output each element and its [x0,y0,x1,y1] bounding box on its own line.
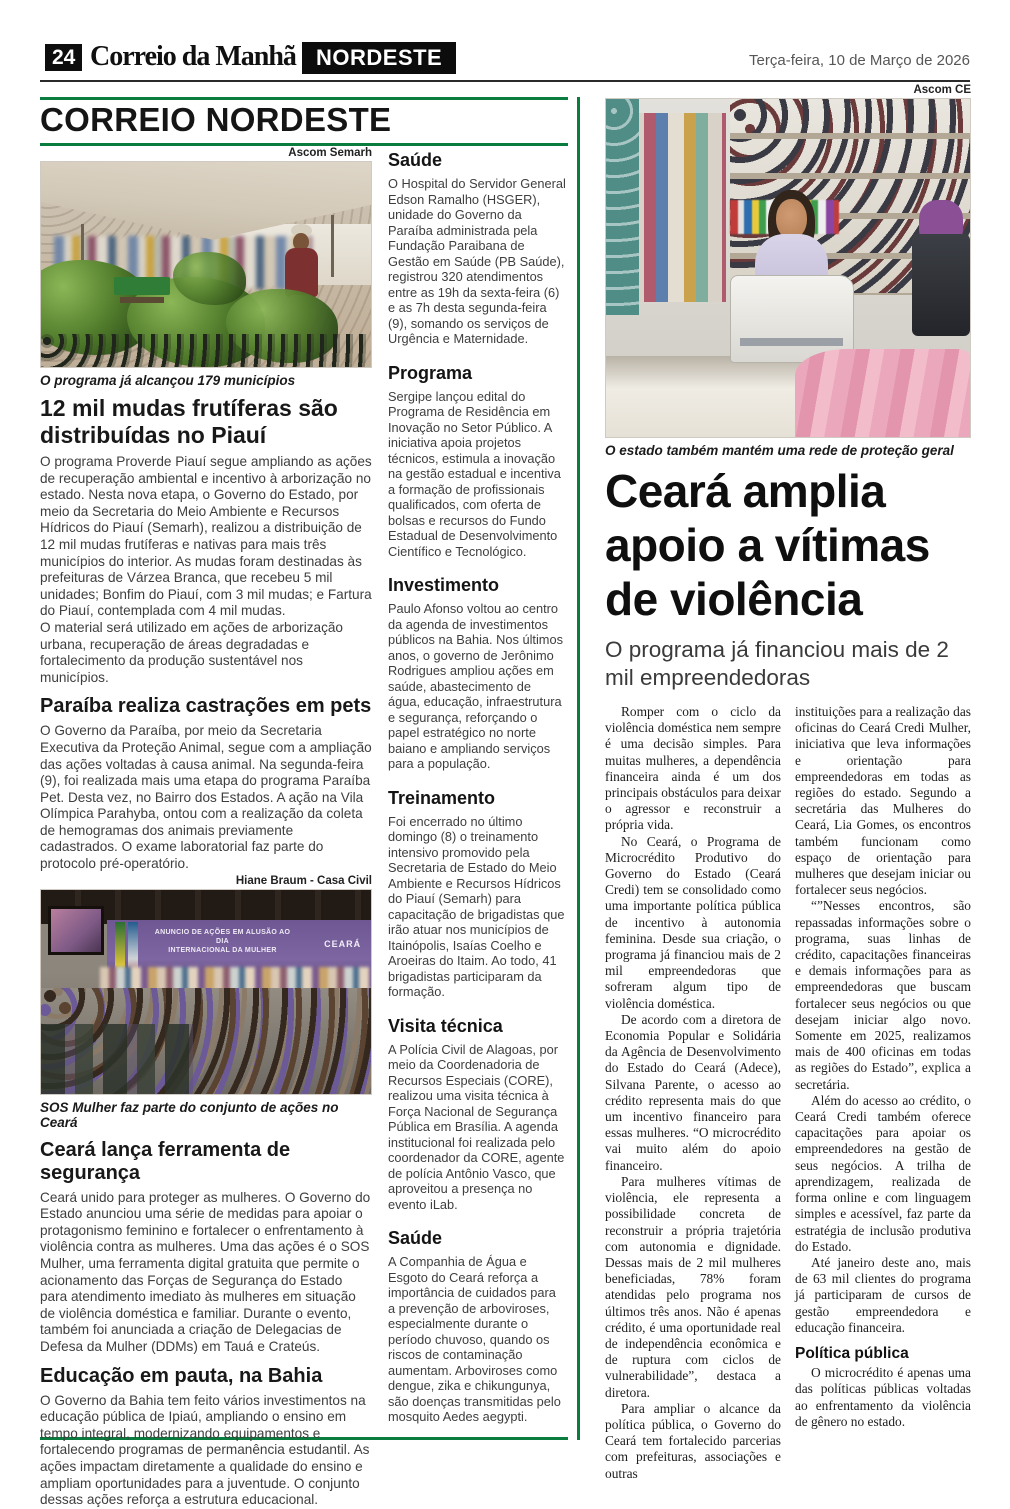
paragraph: De acordo com a diretora de Economia Popular e Solidária da Agência de Desenvolvimento do Estado do Ceará (Adece), Silvana Parente, o acesso ao crédito representa mais do que um incentivo financeiro para essas mulheres. “O microcrédito vai muito além do apoio financeiro. [605,1011,781,1173]
photo1-caption: O programa já alcançou 179 municípios [40,373,296,388]
photo3-seamstress-face [776,199,807,240]
green-rule-vertical [577,97,580,1440]
article2-paragraph: O Governo da Paraíba, por meio da Secretaria Executiva da Proteção Animal, segue com a ampliação das ações voltadas à causa animal. Na segunda-feira (9), foi realizada mais uma etapa do programa Paraíba Pet. Desta vez, no Bairro dos Estados. A ação na Vila Olímpica Parahyba, ontou com a realização da coleta de hemogramas dos animais previamente cadastrados. O exame laboratorial faz parte do protocolo pré-operatório. [40,723,372,872]
brief-body: A Polícia Civil de Alagoas, por meio da Coordenadoria de Recursos Especiais (CORE), realizou uma visita técnica à Força Nacional de Segurança Pública em Brasília. A agenda institucional foi realizada pelo coordenador da CORE, agente de polícia Antônio Vasco, que aproveitou a presença no evento iLab. [388,1041,565,1212]
paragraph: Até janeiro deste ano, mais de 63 mil clientes do programa já participaram de cursos de gestão empreendedora e educação financeira. [795,1254,971,1335]
main-headline: Ceará amplia apoio a vítimas de violência [605,465,930,625]
article1-paragraph: O programa Proverde Piauí segue ampliando as ações de recuperação ambiental e incentivo à arborização no estado. Nesta nova etapa, o Governo do Estado, por meio da Secretaria do Meio Ambiente e Recursos Hídricos do Piauí (Semarh), realizou a distribuição de 12 mil mudas frutíferas e nativas para mais três municípios do interior. As mudas foram destinadas às prefeituras de Várzea Branca, que recebeu 5 mil unidades; Bonfim do Piauí, com 3 mil mudas; e Fartura do Piauí, contemplada com 4 mil mudas. [40,454,372,619]
paragraph: Para mulheres vítimas de violência, ele representa a possibilidade concreta de reconstruir a própria trajetória com autonomia e dignidade. Dessas mais de 2 mil mulheres beneficiadas, 78% foram atendidas pelo programa nos últimos três anos. Não é apenas crédito, é uma oportunidade real de independência econômica e de ruptura com ciclos de vulnerabilidade”, destaca a diretora. [605,1173,781,1400]
article-text-columns [605,704,971,1482]
subsection-heading: Política pública [795,1344,909,1362]
page-number: 24 [45,44,82,71]
green-rule-top [40,97,568,100]
photo2-chairs [41,1024,193,1093]
article3-headline: Ceará lança ferramenta de segurança [40,1138,291,1184]
photo1-seedling-bags [41,334,371,367]
photo1-tent-pole [331,215,334,277]
green-rule-under-title [40,143,568,146]
brief-body: Foi encerrado no último domingo (8) o treinamento intensivo promovido pela Secretaria de Estado do Meio Ambiente e Recursos Hídricos do Piauí (Semarh) para capacitação de brigadistas que irão atuar nos municípios de Itainópolis, Isaías Coelho e Aroeiras do Itaim. Ao todo, 41 brigadistas participaram da formação. [388,813,565,999]
article-text-col2 [795,704,971,1482]
brief-heading: Treinamento [388,787,496,808]
section-label: NORDESTE [302,42,456,74]
photo2-caption: SOS Mulher faz parte do conjunto de ações no Ceará [40,1099,339,1130]
left-column [40,147,372,1509]
paragraph: Além do acesso ao crédito, o Ceará Credi também oferece capacitações para apoiar os empreendedores na gestão de seus negócios. A trilha de aprendizagem, realizada de forma online e com linguagem simples e acessível, faz parte da estratégia de inclusão produtiva do Estado. [795,1092,971,1254]
paragraph: instituições para a realização das oficinas do Ceará Credi Mulher, iniciativa que leva informações e orientação para empreendedoras em todas as regiões do estado. Segundo a secretária das Mulheres do Ceará, Lia Gomes, os encontros também funcionam como espaço de orientação para mulheres que desejam iniciar ou fortalecer seus negócios. [795,704,971,898]
article4-paragraph: O Governo da Bahia tem feito vários investimentos na educação pública de Ipiaú, ampliando o ensino em tempo integral, modernizando equipamentos e fortalecendo programas de permanência estudantil. As ações impactam diretamente a qualidade do ensino e ampliam oportunidades para a juventude. O conjunto dessas ações reforça a estrutura educacional. [40,1392,370,1508]
middle-briefs-column [388,150,566,1425]
paragraph: Para ampliar o alcance da política pública, o Governo do Ceará tem fortalecido parcerias com prefeituras, associações e outras [605,1400,781,1481]
header-rule [40,80,970,82]
photo-womens-day-event [40,889,372,1095]
photo3-curtain [606,99,639,315]
brief-body: Paulo Afonso voltou ao centro da agenda de investimentos públicos na Bahia. Nos últimos anos, o governo de Jerônimo Rodrigues ampliou ações em saúde, abastecimento de água, educação, infraestrutura e segurança, reforçando o papel estratégico no norte baiano e ampliando serviços para a população. [388,601,563,771]
article4-body [40,1393,372,1509]
photo3-second-machine [912,234,970,335]
brief-heading: Investimento [388,575,500,595]
brief-heading: Saúde [388,1228,443,1248]
photo1-credit: Ascom Semarh [288,147,372,159]
right-article-column [605,84,971,1482]
photo-seedlings [40,161,372,368]
article1-headline: 12 mil mudas frutíferas são distribuídas no Piauí [40,395,338,448]
correio-nordeste-title: CORREIO NORDESTE [40,101,392,138]
photo2-banner-text [153,928,292,955]
main-subhead: O programa já financiou mais de 2 mil empreendedoras [605,637,949,690]
article2-body [40,723,372,872]
article1-paragraph: O material será utilizado em ações de arborização urbana, recuperação de áreas degradadas e fortalecimento da produção sustentável nos municípios. [40,619,343,685]
paragraph: O microcrédito é apenas uma das políticas públicas voltadas ao enfrentamento da violência de gênero no estado. [795,1365,971,1429]
article4-headline: Educação em pauta, na Bahia [40,1364,323,1387]
photo2-credit: Hiane Braum - Casa Civil [235,874,372,887]
paragraph: No Ceará, o Programa de Microcrédito Produtivo do Governo do Estado (Ceará Credi) tem se consolidado como uma importante política pública de incentivo à autonomia feminina. Desde sua criação, o programa já financiou mais de 2 mil empreendedoras que sofreram algum tipo de violência doméstica. [605,833,781,1011]
dateline: Terça-feira, 10 de Março de 2026 [749,52,970,69]
masthead: Correio da Manhã [90,41,296,72]
banner-line1: ANUNCIO DE AÇÕES EM ALUSÃO AO DIA [154,929,291,946]
article3-body [40,1190,372,1356]
photo3-caption: O estado também mantém uma rede de proteção geral [605,443,954,458]
banner-line2: INTERNACIONAL DA MULHER [168,947,277,955]
brief-heading: Saúde [388,150,443,170]
brief-body: O Hospital do Servidor General Edson Ramalho (HSGER), unidade do Governo da Paraíba administrada pela Fundação Paraibana de Gestão em Saúde (PB Saúde), registrou 320 atendimentos entre as 19h da sexta-feira (6) e as 7h desta segunda-feira (9), somando os serviços de Urgência e Maternidade. [388,176,566,346]
brief-body: A Companhia de Água e Esgoto do Ceará reforça a importância de cuidados para a prevenção de arboviroses, especialmente durante o período chuvoso, quando os riscos de contaminação aumentam. Arboviroses como dengue, zika e chikungunya, são doenças transmitidas pelo mosquito Aedes aegypti. [388,1254,561,1424]
brief-body: Sergipe lançou edital do Programa de Residência em Inovação no Setor Público. A iniciativa apoia projetos técnicos, estimula a inovação na gestão estadual e incentiva a formação de profissionais qualificados, com oferta de bolsas e recursos do Fundo Estadual de Desenvolvimento Científico e Tecnológico. [388,388,561,559]
photo3-credit: Ascom CE [913,84,971,96]
article2-headline: Paraíba realiza castrações em pets [40,695,372,718]
photo1-green-sign [114,277,170,295]
paragraph: Romper com o ciclo da violência doméstica nem sempre é uma decisão simples. Para muitas mulheres, a dependência financeira ainda é um dos principais obstáculos para deixar o agressor e reconstruir a própria vida. [605,704,781,833]
article1-body [40,454,372,686]
article3-paragraph: Ceará unido para proteger as mulheres. O Governo do Estado anunciou uma série de medidas para apoiar o protagonismo feminino e fortalecer o enfrentamento à violência contra as mulheres. Uma das ações é o SOS Mulher, uma ferramenta digital gratuita que permite o acionamento das Forças de Segurança do Estado para atendimento imediato às mulheres em situação de violência doméstica e familiar. Durante o evento, também foi anunciada a criação de Delegacias de Defesa da Mulher (DDMs) em Tauá e Crateús. [40,1189,371,1354]
photo2-tv-screen [48,906,104,955]
photo3-pink-fabric [795,349,970,437]
photo2-ceara-logo: CEARÁ [324,938,362,949]
brief-heading: Visita técnica [388,1015,503,1036]
article-text-col1 [605,704,781,1482]
photo-sewing-workshop [605,98,971,438]
brief-heading: Programa [388,362,473,383]
paragraph: “”Nesses encontros, são repassadas informações sobre o programa, suas linhas de crédito, capacitações financeiras e demais informações para as empreendedoras que buscam fortalecer seus negócios ou que desejam iniciar algo novo. Somente em 2025, realizamos mais de 400 oficinas em todas as regiões do Estado”, explica a secretária. [795,898,971,1092]
